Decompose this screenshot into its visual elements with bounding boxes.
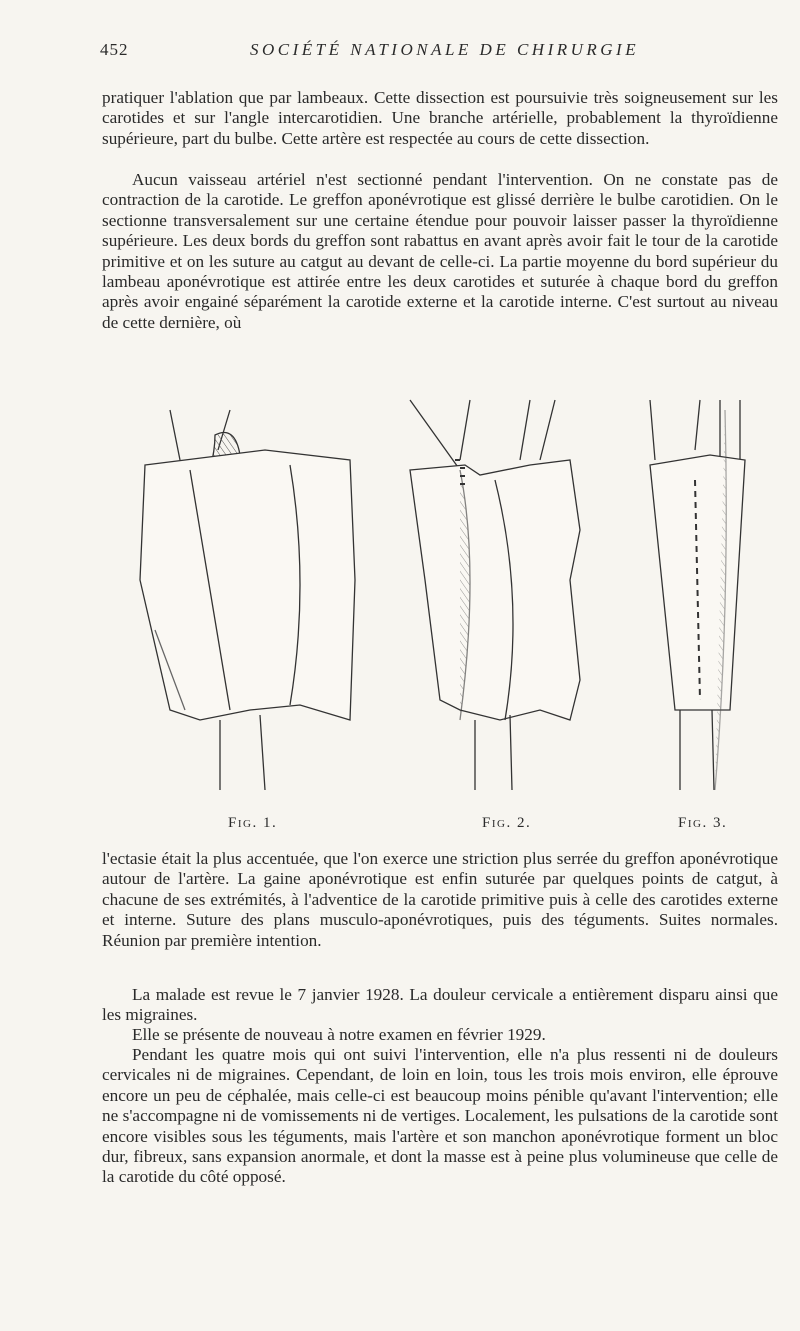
figure-caption: Fig. 1. [228,815,278,831]
paragraph: pratiquer l'ablation que par lambeaux. Cette dissection est poursuivie très soigneusement sur les carotides et sur l'angle intercarotidien. Une branche artérielle, probablement la thyroïdienne supérieure, part du bulbe. Cette artère est respectée au cours de cette dissection. [102,88,778,148]
paragraph: Pendant les quatre mois qui ont suivi l'intervention, elle n'a plus ressenti ni de douleurs cervicales ni de migraines. Cependant, de loin en loin, tous les trois mois environ, elle éprouve encore un peu de céphalée, mais celle-ci est beaucoup moins pénible qu'avant l'intervention; elle ne s'accompagne ni de vomissements ni de vertiges. Localement, les pulsations de la carotide sont encore visibles sous les téguments, mais l'artère et son manchon aponévrotique forment un bloc dur, fibreux, sans expansion anormale, et dont la masse est à peine plus volumineuse que celle de la carotide du côté opposé. [102,1045,778,1187]
page-number: 452 [100,40,129,59]
paragraph: Aucun vaisseau artériel n'est sectionné pendant l'intervention. On ne constate pas de contraction de la carotide. Le greffon aponévrotique est glissé derrière le bulbe carotidien. On le sectionne transversalement sur une certaine étendue pour pouvoir laisser passer la thyroïdienne supérieure. Les deux bords du greffon sont rabattus en avant après avoir fait le tour de la carotide primitive et on les suture au catgut au devant de celle-ci. La partie moyenne du bord supérieur du lambeau aponévrotique est attirée entre les deux carotides et suturée à chaque bord du greffon après avoir engainé séparément la carotide externe et la carotide interne. C'est surtout au niveau de cette dernière, où [102,170,778,332]
figure-1-drawing [140,410,355,790]
figure-2-drawing [410,400,580,790]
figure-caption: Fig. 2. [482,815,532,831]
running-head: SOCIÉTÉ NATIONALE DE CHIRURGIE [250,40,640,59]
carotid-illustrations [100,380,780,800]
paragraph: La malade est revue le 7 janvier 1928. La douleur cervicale a entièrement disparu ainsi que les migraines. [102,985,778,1025]
figure-group [100,380,780,800]
paragraph: Elle se présente de nouveau à notre examen en février 1929. [132,1025,546,1044]
figure-3-drawing [650,400,745,790]
paragraph: l'ectasie était la plus accentuée, que l'on exerce une striction plus serrée du greffon aponévrotique autour de l'artère. La gaine aponévrotique est enfin suturée par quelques points de catgut, à chacune de ses extrémités, à l'adventice de la carotide primitive puis à celle des carotides externe et interne. Suture des plans musculo-aponévrotiques, puis des téguments. Suites normales. Réunion par première intention. [102,849,778,950]
figure-caption: Fig. 3. [678,815,728,831]
page-header [100,40,780,70]
